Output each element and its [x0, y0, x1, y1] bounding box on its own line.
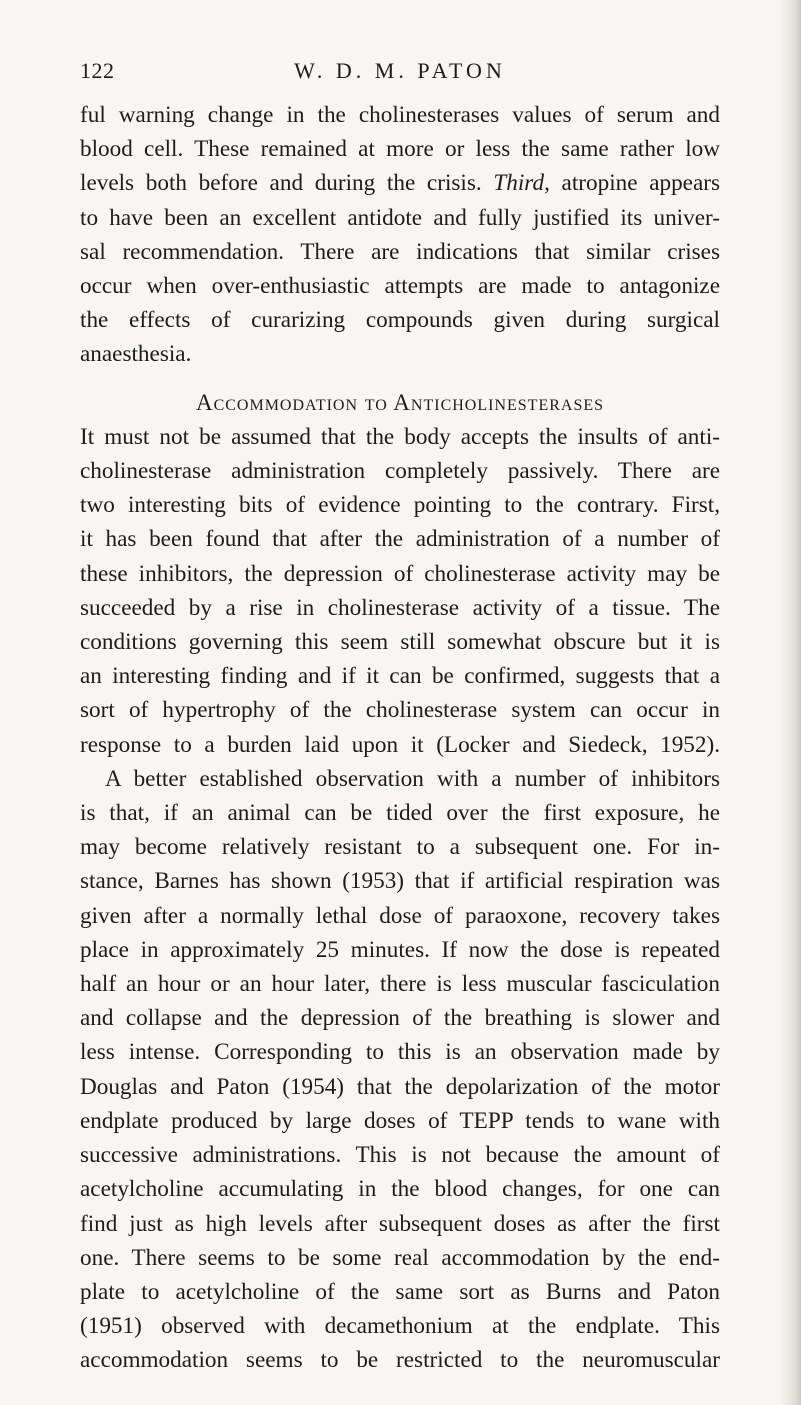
text-line: response to a burden laid upon it (Locker and Siedeck, 1952). — [80, 731, 720, 758]
text-line: to have been an excellent antidote and fully justified its univer- — [80, 204, 720, 231]
section-heading: Accommodation to Anticholinesterases — [195, 389, 605, 415]
text-line: (1951) observed with decamethonium at the endplate. This — [80, 1313, 720, 1340]
text-line: two interesting bits of evidence pointing to the contrary. First, — [80, 492, 720, 519]
text-line: is that, if an animal can be tided over the first exposure, he — [80, 800, 720, 827]
text-line: occur when over-enthusiastic attempts are made to antagonize — [80, 273, 720, 300]
text-line: stance, Barnes has shown (1953) that if artificial respiration was — [80, 868, 720, 895]
text-line: these inhibitors, the depression of cholinesterase activity may be — [80, 560, 720, 587]
text-line: endplate produced by large doses of TEPP tends to wane with — [80, 1107, 720, 1134]
paragraph-3 — [80, 762, 720, 1378]
text-line: A better established observation with a number of inhibitors — [105, 765, 720, 792]
text-line: plate to acetylcholine of the same sort as Burns and Paton — [80, 1278, 720, 1305]
text-line: an interesting finding and if it can be confirmed, suggests that a — [80, 663, 720, 690]
paragraph-1 — [80, 98, 720, 372]
page-edge-shadow — [779, 0, 801, 1405]
text-line: blood cell. These remained at more or less the same rather low — [80, 136, 720, 163]
paragraph-2 — [80, 420, 720, 762]
text-line: accommodation seems to be restricted to the neuromuscular — [80, 1347, 720, 1374]
text-line: it has been found that after the administration of a number of — [80, 526, 720, 553]
text-line: successive administrations. This is not because the amount of — [80, 1142, 720, 1169]
text-line: It must not be assumed that the body accepts the insults of anti- — [80, 423, 720, 450]
text-line: acetylcholine accumulating in the blood changes, for one can — [80, 1176, 720, 1203]
text-line: half an hour or an hour later, there is less muscular fasciculation — [80, 971, 720, 998]
text-line: one. There seems to be some real accommodation by the end- — [80, 1244, 720, 1271]
text-line: place in approximately 25 minutes. If now the dose is repeated — [80, 936, 720, 963]
text-line: Douglas and Paton (1954) that the depolarization of the motor — [80, 1073, 720, 1100]
text-line: find just as high levels after subsequent doses as after the first — [80, 1210, 720, 1237]
body-text — [80, 98, 720, 1378]
italic-emphasis: Third — [493, 170, 545, 197]
text-line: levels both before and during the crisis. Third, atropine appears — [80, 170, 721, 197]
text-line: given after a normally lethal dose of paraoxone, recovery takes — [80, 902, 720, 929]
text-line: anaesthesia. — [80, 341, 192, 368]
text-line: may become relatively resistant to a subsequent one. For in- — [80, 834, 720, 861]
text-line: succeeded by a rise in cholinesterase activity of a tissue. The — [80, 594, 720, 621]
text-line: sal recommendation. There are indications that similar crises — [80, 238, 720, 265]
text-line: less intense. Corresponding to this is an observation made by — [80, 1039, 720, 1066]
text-line: cholinesterase administration completely passively. There are — [80, 458, 720, 485]
text-line: ful warning change in the cholinesterases values of serum and — [80, 102, 720, 128]
text-line: the effects of curarizing compounds given during surgical — [80, 307, 720, 334]
text-line: and collapse and the depression of the breathing is slower and — [80, 1005, 720, 1032]
text-line: sort of hypertrophy of the cholinesterase system can occur in — [80, 697, 720, 724]
page-number: 122 — [80, 58, 115, 83]
text-line: conditions governing this seem still somewhat obscure but it is — [80, 629, 720, 656]
running-head: W. D. M. PATON — [294, 58, 506, 83]
page-header — [80, 58, 720, 88]
